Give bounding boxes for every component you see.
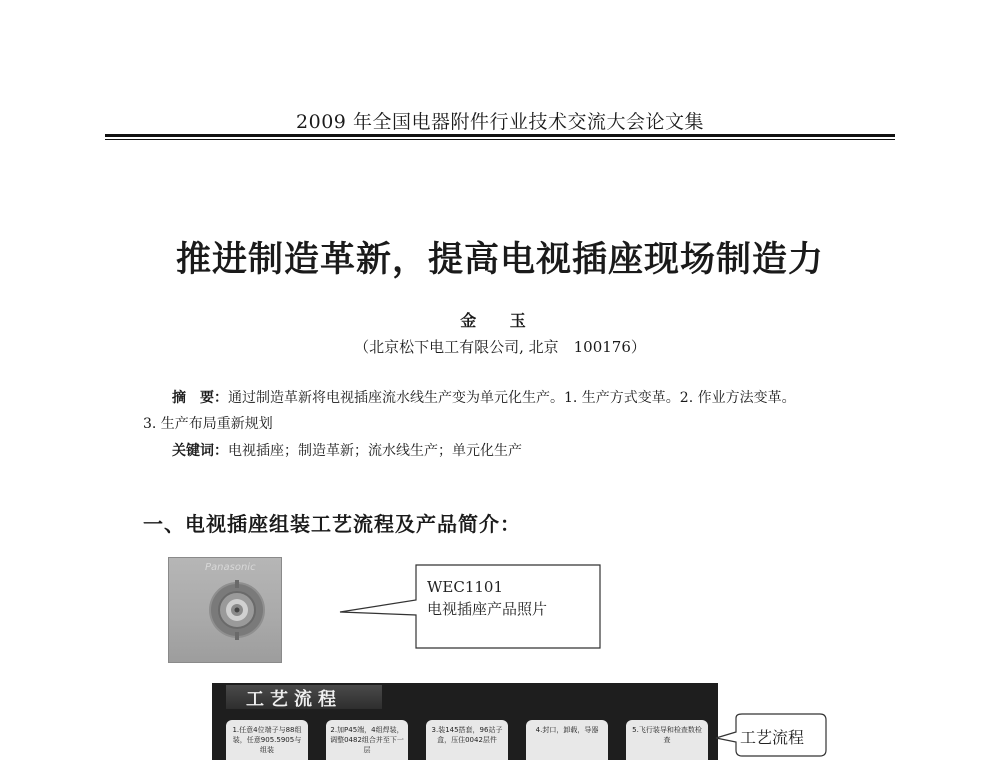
flow-title: 工艺流程 [246,689,342,710]
keywords-text: 电视插座；制造革新；流水线生产；单元化生产 [228,443,522,459]
abstract [172,387,796,407]
process-flow-figure [212,683,718,760]
product-callout-text [427,576,547,620]
flow-step-5: 5.飞行装导和检查数检查 [626,720,708,760]
product-photo [168,557,282,663]
flow-step-3: 3.装145搭套，96站子盒，压住0042层件 [426,720,508,760]
flow-callout-text: 工艺流程 [740,728,805,747]
keywords-label: 关键词： [172,443,228,459]
paper-author: 金 玉 [460,311,540,330]
product-caption: 电视插座产品照片 [427,600,548,618]
abstract-text-line1: 通过制造革新将电视插座流水线生产变为单元化生产。1. 生产方式变革。2. 作业方法变革。 [228,390,796,406]
abstract-label: 摘 要： [172,390,228,406]
flow-step-4: 4.封口，卸载，导器 [526,720,608,760]
paper-affiliation: （北京松下电工有限公司, 北京 100176） [354,338,646,356]
section-heading: 一、电视插座组装工艺流程及产品简介： [143,512,521,536]
header-rule-thick [105,134,895,137]
abstract-text-line2: 3. 生产布局重新规划 [143,416,273,432]
brand-logo: Panasonic [205,562,256,573]
product-model: WEC1101 [427,578,504,596]
paper-title: 推进制造革新，提高电视插座现场制造力 [175,240,824,280]
header-rule-thin [105,139,895,140]
proceedings-header: 2009 年全国电器附件行业技术交流大会论文集 [296,111,704,133]
flow-step-1: 1.任意4位端子与88组装，任意905.5905与组装 [226,720,308,760]
flow-step-2: 2.加P45端，4组焊装，调整0482组合并至下一层 [326,720,408,760]
keywords [172,440,522,460]
tv-socket-icon [169,558,281,662]
